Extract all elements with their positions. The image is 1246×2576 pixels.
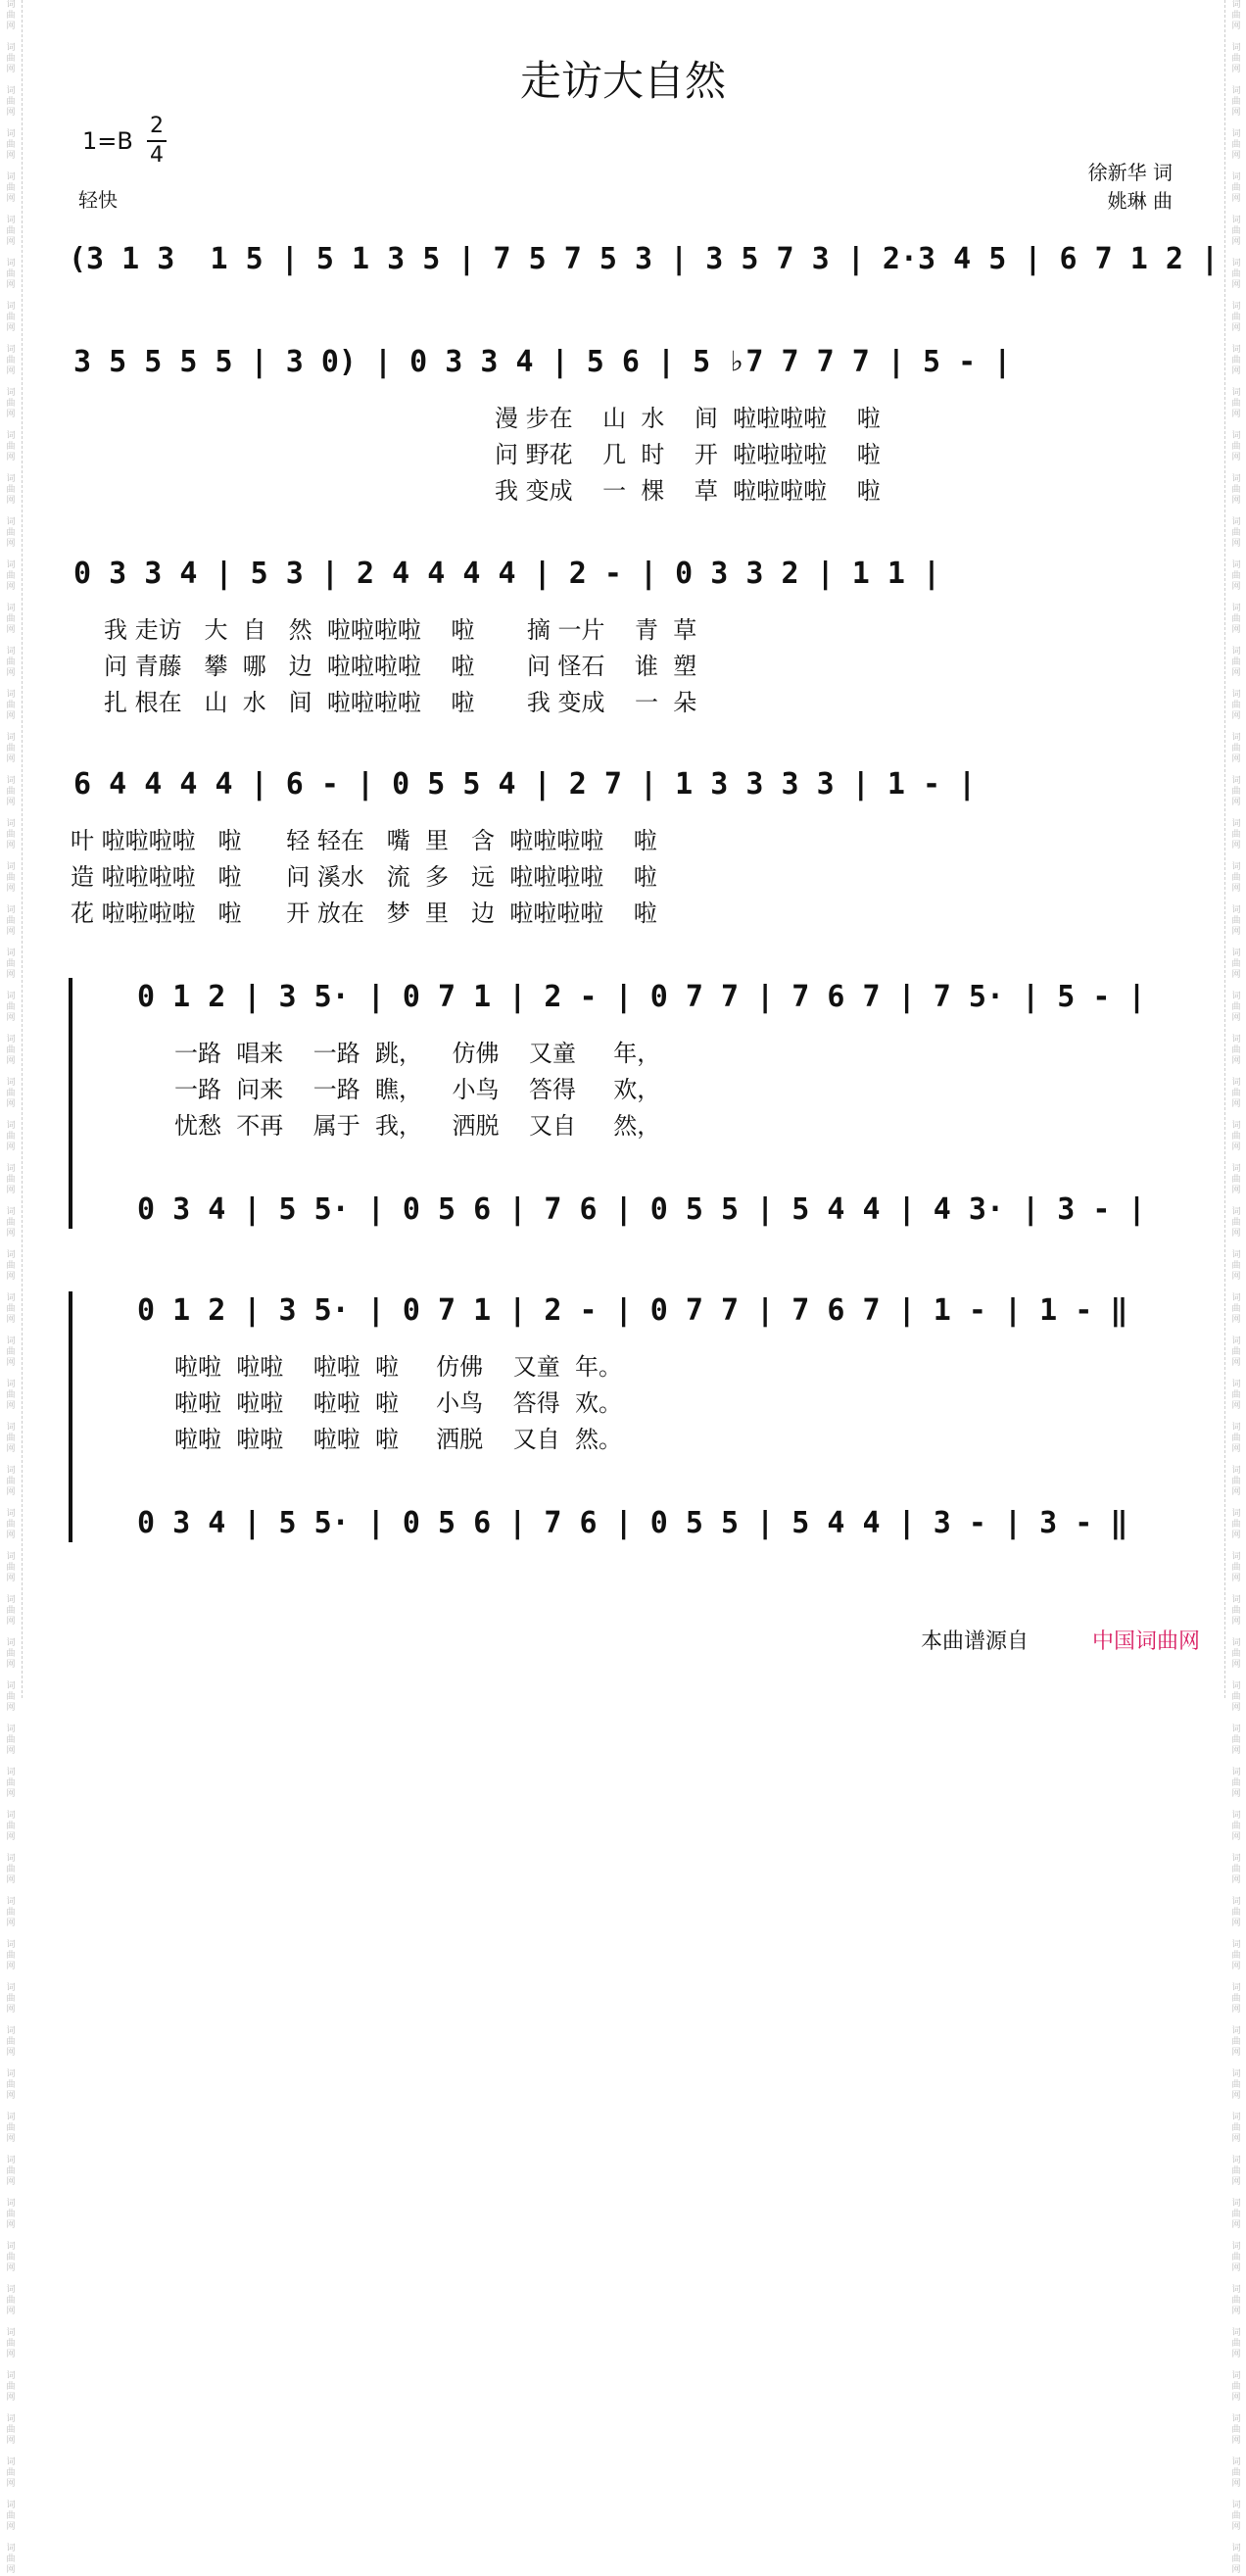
key-signature: 1=B: [82, 127, 133, 155]
system-6-lyric-1: 啦啦 啦啦 啦啦 啦 仿佛 又童 年。: [174, 1353, 622, 1381]
system-4-lyric-3: 花 啦啦啦啦 啦 开 放在 梦 里 边 啦啦啦啦 啦: [71, 899, 657, 927]
system-3-notes: 0 3 3 4 | 5 3 | 2 4 4 4 4 | 2 - | 0 3 3 2 | 1 1 |: [73, 557, 941, 591]
song-title: 走访大自然: [519, 57, 726, 105]
left-margin-line: [22, 0, 24, 1698]
time-top: 2: [150, 114, 164, 138]
system-3-lyric-1: 我 走访 大 自 然 啦啦啦啦 啦 摘 一片 青 草: [104, 616, 697, 644]
tempo-marking: 轻快: [78, 188, 118, 212]
system-5-lower-notes: 0 3 4 | 5 5· | 0 5 6 | 7 6 | 0 5 5 | 5 4 4 | 4 3· | 3 - |: [137, 1192, 1146, 1227]
system-6-lower-notes: 0 3 4 | 5 5· | 0 5 6 | 7 6 | 0 5 5 | 5 4 4 | 3 - | 3 - ‖: [137, 1506, 1128, 1540]
system-6-lyric-3: 啦啦 啦啦 啦啦 啦 洒脱 又自 然。: [174, 1426, 622, 1453]
system-6-upper-notes: 0 1 2 | 3 5· | 0 7 1 | 2 - | 0 7 7 | 7 6 7 | 1 - | 1 - ‖: [137, 1293, 1128, 1328]
composer-credit: 姚琳 曲: [1107, 189, 1173, 213]
system-1-notes: (3 1 3 1 5 | 5 1 3 5 | 7 5 7 5 3 | 3 5 7 3 | 2·3 4 5 | 6 7 1 2 |: [69, 242, 1219, 276]
time-bottom: 4: [150, 143, 164, 168]
system-3-lyric-2: 问 青藤 攀 哪 边 啦啦啦啦 啦 问 怪石 谁 塑: [104, 653, 697, 680]
source-label: 本曲谱源自: [921, 1629, 1030, 1654]
system-4-notes: 6 4 4 4 4 | 6 - | 0 5 5 4 | 2 7 | 1 3 3 3 3 | 1 - |: [73, 767, 977, 802]
system-2-notes: 3 5 5 5 5 | 3 0) | 0 3 3 4 | 5 6 | 5 ♭7 7 7 7 | 5 - |: [73, 345, 1012, 379]
right-watermark: 词 曲 网 词 曲 网 词 曲 网 词 曲 网 词 曲 网 词 曲 网 词 曲 网 词 曲 网 词 曲 网 词 曲 网 词 曲 网 词 曲 网 词 曲 网 词 曲 网 词 曲 网 词 曲 网 词 曲 网 词 曲 网 词 曲 网 词 曲 网 词 曲 网 词 曲 网 词 曲 网 词 曲 网 词 曲 网 词 曲 网 词 曲 网 词 曲 网 词 曲 网 词 曲 网 词 曲 网 词 曲 网 词 曲 网 词 曲 网 词 曲 网 词 曲 网 词 曲 网 词 曲 网 词 曲 网 词 曲 网 词 曲 网 词 曲 网 词 曲 网 词 曲 网 词 曲 网 词 曲 网 词 曲 网 词 曲 网 词 曲 网 词 曲 网 词 曲 网 词 曲 网 词 曲 网 词 曲 网 词 曲 网 词 曲 网 词 曲 网 词 曲 网 词 曲 网 词 曲 网: [1231, 0, 1241, 2575]
system-5-upper-notes: 0 1 2 | 3 5· | 0 7 1 | 2 - | 0 7 7 | 7 6 7 | 7 5· | 5 - |: [137, 980, 1146, 1014]
system-2-lyric-1: 漫 步在 山 水 间 啦啦啦啦 啦: [495, 405, 881, 432]
system-4-lyric-2: 造 啦啦啦啦 啦 问 溪水 流 多 远 啦啦啦啦 啦: [71, 863, 657, 891]
lyricist-credit: 徐新华 词: [1087, 161, 1173, 184]
left-watermark: 词 曲 网 词 曲 网 词 曲 网 词 曲 网 词 曲 网 词 曲 网 词 曲 网 词 曲 网 词 曲 网 词 曲 网 词 曲 网 词 曲 网 词 曲 网 词 曲 网 词 曲 网 词 曲 网 词 曲 网 词 曲 网 词 曲 网 词 曲 网 词 曲 网 词 曲 网 词 曲 网 词 曲 网 词 曲 网 词 曲 网 词 曲 网 词 曲 网 词 曲 网 词 曲 网 词 曲 网 词 曲 网 词 曲 网 词 曲 网 词 曲 网 词 曲 网 词 曲 网 词 曲 网 词 曲 网 词 曲 网 词 曲 网 词 曲 网 词 曲 网 词 曲 网 词 曲 网 词 曲 网 词 曲 网 词 曲 网 词 曲 网 词 曲 网 词 曲 网 词 曲 网 词 曲 网 词 曲 网 词 曲 网 词 曲 网 词 曲 网 词 曲 网 词 曲 网 词 曲 网: [6, 0, 16, 2575]
time-signature: [147, 114, 167, 169]
system-6-lyric-2: 啦啦 啦啦 啦啦 啦 小鸟 答得 欢。: [174, 1389, 622, 1417]
system-2-lyric-3: 我 变成 一 棵 草 啦啦啦啦 啦: [495, 477, 881, 505]
system-5-lyric-3: 忧愁 不再 属于 我， 洒脱 又自 然，: [174, 1112, 661, 1140]
right-margin-line: [1224, 0, 1226, 1698]
system-5-lyric-2: 一路 问来 一路 瞧， 小鸟 答得 欢，: [174, 1076, 661, 1103]
system-5-brace: [69, 978, 72, 1229]
system-5-lyric-1: 一路 唱来 一路 跳， 仿佛 又童 年，: [174, 1040, 661, 1067]
system-6-brace: [69, 1291, 72, 1542]
system-4-lyric-1: 叶 啦啦啦啦 啦 轻 轻在 嘴 里 含 啦啦啦啦 啦: [71, 827, 657, 854]
system-2-lyric-2: 问 野花 几 时 开 啦啦啦啦 啦: [495, 441, 881, 468]
source-site-link[interactable]: 中国词曲网: [1092, 1629, 1201, 1654]
system-3-lyric-3: 扎 根在 山 水 间 啦啦啦啦 啦 我 变成 一 朵: [104, 689, 697, 716]
